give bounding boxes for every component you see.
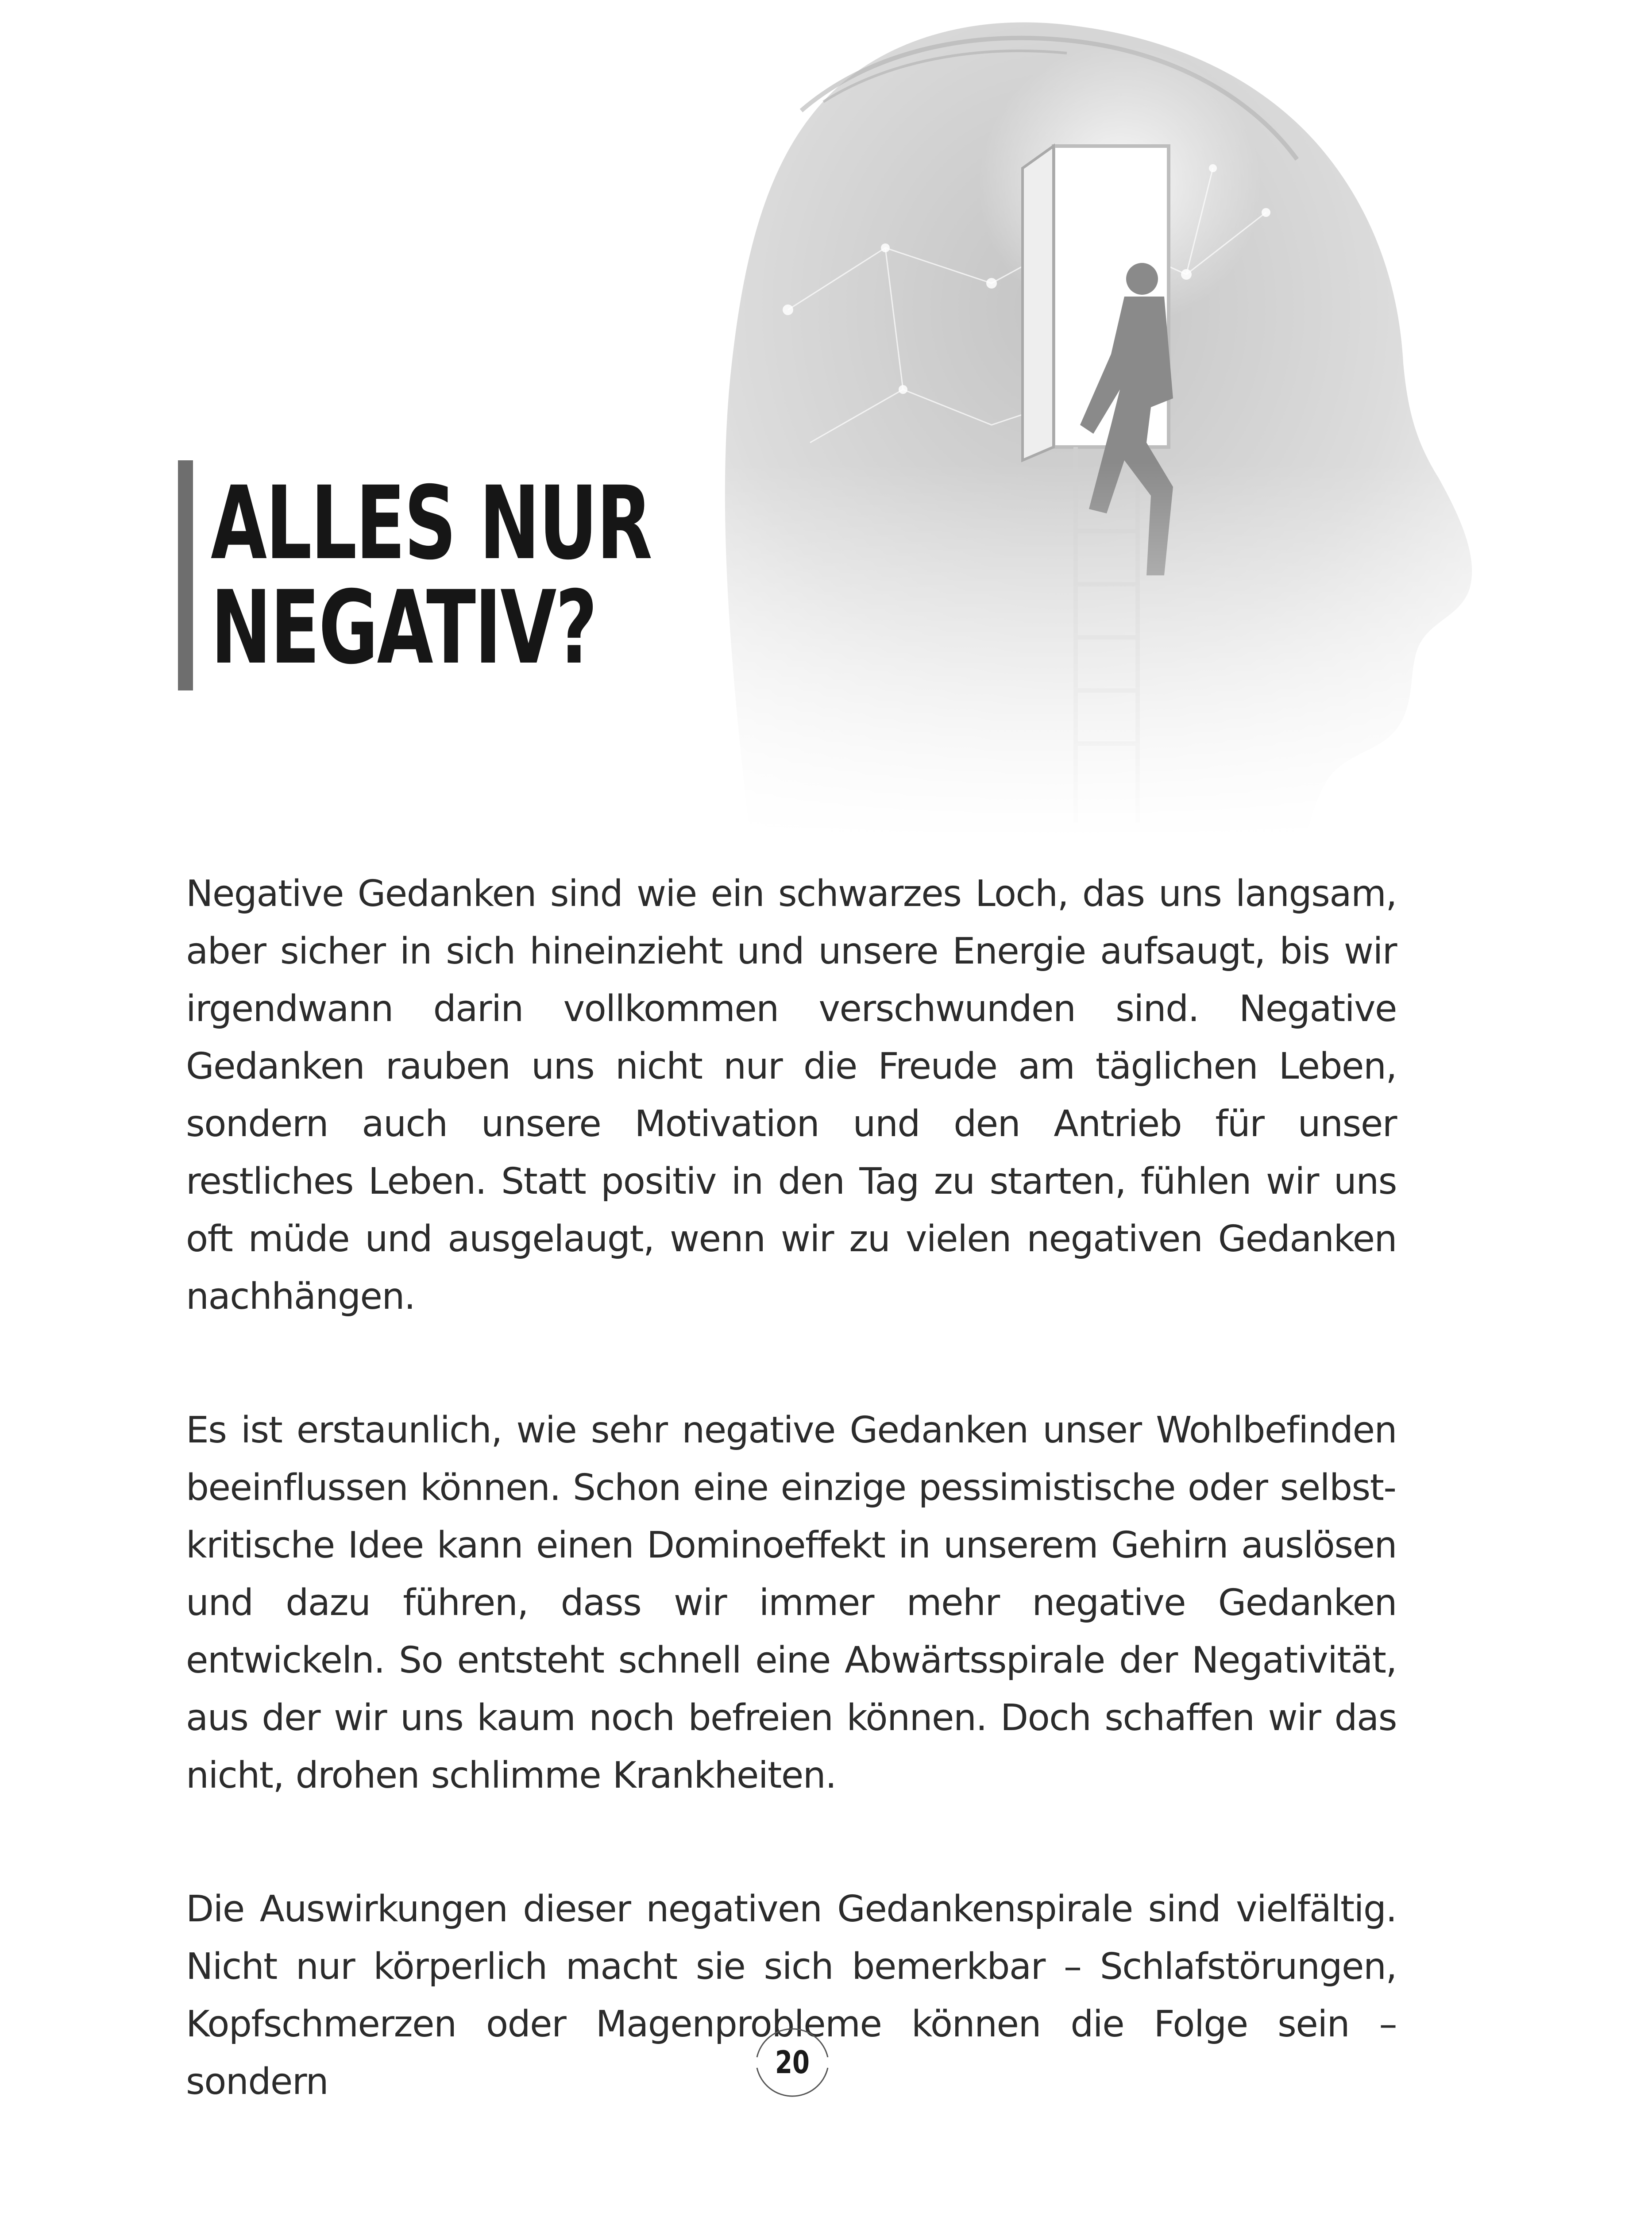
page-number: 20 (775, 2044, 810, 2081)
paragraph-2: Es ist erstaunlich, wie sehr negative Gedanken unser Wohlbefinden beeinflussen können. Schon eine einzige pessimistische oder selbstkritische Idee kann einen Dominoeffekt in unserem Gehirn auslösen und dazu führen, dass wir immer mehr negative Gedanken entwickeln. So entsteht schnell eine Abwärtsspirale der Negativität, aus der wir uns kaum noch befreien können. Doch schaffen wir das nicht, drohen schlimme Krankheiten. (186, 1409, 1397, 1797)
page-number-badge (748, 2018, 837, 2107)
head-silhouette-door-ladder-icon (655, 0, 1523, 841)
paragraph-3: Die Auswirkungen dieser negativen Gedankenspirale sind vielfältig. Nicht nur körperlich macht sie sich bemerkbar – Schlafstörungen, Kopfschmerzen oder Magenprobleme können die Folge sein – sondern (186, 1888, 1397, 2103)
chapter-title-line-1: ALLES NUR (211, 464, 651, 582)
paragraph-1: Negative Gedanken sind wie ein schwarzes Loch, das uns langsam, aber sicher in sich hineinzieht und unsere Energie aufsaugt, bis wir irgendwann darin vollkommen verschwunden sind. Negative Gedanken rauben uns nicht nur die Freude am täglichen Leben, sondern auch unsere Motivation und den Antrieb für unser restliches Leben. Statt positiv in den Tag zu starten, fühlen wir uns oft müde und ausgelaugt, wenn wir zu vielen negativen Gedanken nachhängen. (186, 873, 1397, 1318)
body-text (186, 865, 1397, 2187)
head-silhouette-illustration (655, 0, 1523, 841)
chapter-title (178, 460, 822, 690)
chapter-title-line-2: NEGATIV? (211, 569, 596, 686)
